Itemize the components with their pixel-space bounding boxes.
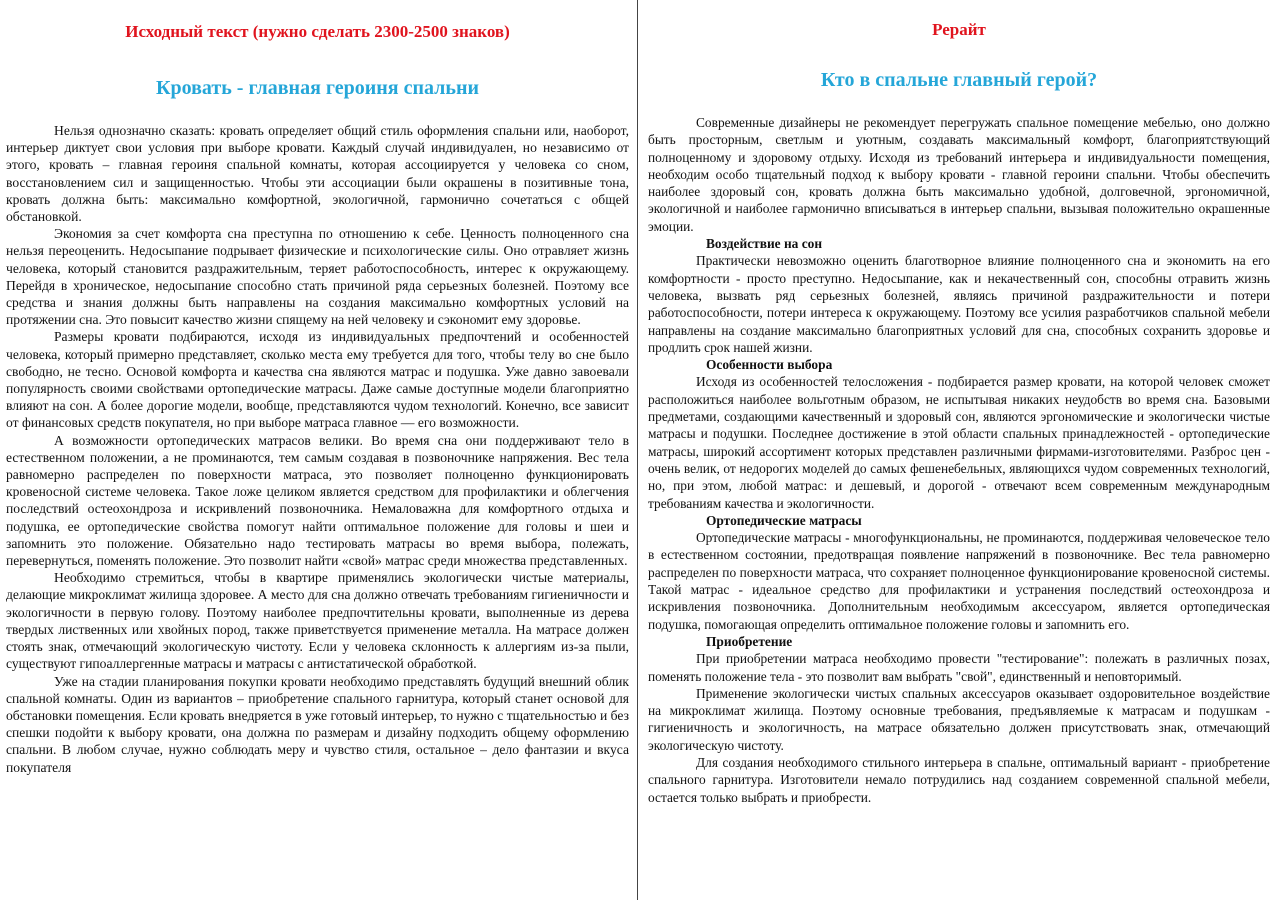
original-paragraph: Размеры кровати подбираются, исходя из индивидуальных предпочтений и особенностей человека, который примерно представляет, сколько места ему требуется для того, чтобы телу во сне было свободно, не тесно. Основой комфорта и качества сна являются матрас и подушка. Уже давно завоевали популярность своими свойствами ортопедические матрасы. Даже самые доступные модели благоприятно влияют на сон. А более дорогие модели, вообще, представляются чудом технологий. Конечно, все зависит от финансовых средств покупателя, но при выборе матраса главное — его возможности. xyxy=(6,329,629,431)
rewrite-paragraph-choice: Исходя из особенностей телосложения - подбирается размер кровати, на которой человек сможет расположиться наиболее вольготным образом, не испытывая никаких неудобств во время сна. Базовыми предметами, создающими качественный и здоровый сон, являются эргономические и экологически чистые матрасы и подушки. Последнее достижение в этой области спальных принадлежностей - ортопедические матрасы, широкий ассортимент которых представлен различными фирмами-изготовителями. Разброс цен - очень велик, от недорогих моделей до самых фешенебельных, являющихся чудом современных технологий, но, при этом, любой матрас: и дешевый, и дорогой - отвечают всем современным международным требованиям качества и экологичности. xyxy=(648,374,1270,511)
original-paragraph: Экономия за счет комфорта сна преступна по отношению к себе. Ценность полноценного сна нельзя переоценить. Недосыпание подрывает физические и психологические силы. Оно отравляет жизнь человека, который становится раздражительным, теряет работоспособность, интерес к окружающему. Перейдя в хроническое, недосыпание способно стать причиной ряда серьезных болезней. Поэтому все средства и знания должны быть направлены на создания максимально комфортных условий на протяжении сна. Это повысит качество жизни спящему на ней человеку и сэкономит ему здоровье. xyxy=(6,226,629,328)
rewrite-subheading-choice: Особенности выбора xyxy=(706,357,833,373)
rewrite-article-title: Кто в спальне главный герой? xyxy=(820,69,1098,91)
original-paragraph: А возможности ортопедических матрасов велики. Во время сна они поддерживают тело в естественном положении, а не проминаются, тем самым создавая в позвоночнике напряжения. Вес тела равномерно распределен по поверхности матраса, это позволяет полноценно функционировать кровеносной системе человека. Такое ложе целиком является средством для профилактики и облегчения последствий остеохондроза и искривлений позвоночника. Немаловажна для комфортного отдыха и подушка, ее ортопедические свойства помогут найти оптимальное положение для головы и шеи и запомнить это положение. Обязательно надо тестировать матрасы во время выбора, полежать, перевернуться, поменять положение. Это позволит найти «свой» матрас среди множества представленных. xyxy=(6,432,629,569)
original-paragraph: Необходимо стремиться, чтобы в квартире применялись экологически чистые материалы, делающие микроклимат жилища здоровее. А место для сна должно отвечать требованиям гигиеничности и экологичности в первую голову. Поэтому наиболее предпочтительны кровати, выполненные из дерева твердых лиственных или хвойных пород, также приветствуется применение металла. На матрасе должен стоять знак, отмечающий экологическую чистоту. Если у человека склонность к аллергиям из-за пыли, существуют гипоаллергенные матрасы и матрасы с антистатической обработкой. xyxy=(6,570,629,672)
original-column-header: Исходный текст (нужно сделать 2300-2500 знаков) xyxy=(125,22,510,41)
rewrite-subheading-purchase: Приобретение xyxy=(706,633,793,649)
rewrite-paragraph-furniture: Для создания необходимого стильного интерьера в спальне, оптимальный вариант - приобретение спального гарнитура. Изготовители немало потрудились над созданием современной спальной мебели, остается только выбрать и приобрести. xyxy=(648,754,1270,805)
rewrite-paragraph-intro: Современные дизайнеры не рекомендует перегружать спальное помещение мебелью, оно должно быть просторным, светлым и уютным, создавать максимальный комфорт, благоприятствующий полноценному и здоровому отдыху. Исходя из требований интерьера и индивидуальности помещения, необходим особо тщательный подход к выбору кровати - главной героини спальни. Чтобы обеспечить наиболее здоровый сон, кровать должна быть максимально удобной, долговечной, эргономичной, экологичной и наиболее гармонично вписываться в интерьер спальни, вызывая положительно окрашенные эмоции. xyxy=(648,115,1270,234)
rewrite-paragraph-ecology: Применение экологически чистых спальных аксессуаров оказывает оздоровительное воздействие на микроклимат жилища. Поэтому основные требования, предъявляемые к матрасам и подушкам - гигиеничность и экологичность, на матрасе обязательно должен присутствовать знак, отмечающий экологическую чистоту. xyxy=(648,685,1270,753)
original-paragraph: Уже на стадии планирования покупки кровати необходимо представлять будущий внешний облик спальной комнаты. Один из вариантов – приобретение спального гарнитура, который станет основой для обстановки помещения. Если кровать внедряется в уже готовый интерьер, то нужно с тщательностью и без спешки подойти к выбору кровати, она должна по размерам и дизайну подходить общему оформлению спальни. В любом случае, нужно соблюдать меру и чувство стиля, остальное – дело фантазии и вкуса покупателя xyxy=(6,673,629,775)
rewrite-paragraph-sleep: Практически невозможно оценить благотворное влияние полноценного сна и экономить на его комфортности - просто преступно. Недосыпание, как и некачественный сон, способны отравить жизнь человека, вызвать ряд серьезных болезней, являясь причиной раздражительности и потери работоспособности, потери интереса к окружающему. Поэтому все усилия разработчиков спальной мебели направлены на создание максимально благоприятных условий для сна, способных сохранить здоровье и продлить срок нашей жизни. xyxy=(648,253,1270,355)
rewrite-column xyxy=(638,0,1273,900)
rewrite-paragraph-mattresses: Ортопедические матрасы - многофункциональны, не проминаются, поддерживая человеческое тело в естественном состоянии, предотвращая появление напряжений в позвоночнике. Вес тела равномерно распределен по поверхности матраса, что сохраняет полноценное функционирование кровеносной системы. Такой матрас - идеальное средство для профилактики и устранения последствий остеохондроза и искривления позвоночника. Дополнительным необходимым аксессуаром, является ортопедическая подушка, помогающая определить оптимальное положение головы и запомнить его. xyxy=(648,530,1270,632)
rewrite-column-header: Рерайт xyxy=(932,20,986,39)
rewrite-paragraph-purchase: При приобретении матраса необходимо провести "тестирование": полежать в различных позах, поменять положение тела - это позволит вам выбрать "свой", единственный и неповторимый. xyxy=(648,651,1270,684)
rewrite-article-body xyxy=(648,114,1270,806)
original-article-title: Кровать - главная героиня спальни xyxy=(155,77,479,99)
rewrite-subheading-sleep: Воздействие на сон xyxy=(706,236,823,252)
original-article-body xyxy=(6,122,629,776)
original-paragraph: Нельзя однозначно сказать: кровать определяет общий стиль оформления спальни или, наоборот, интерьер диктует свои условия при выборе кровати. Каждый случай индивидуален, но независимо от этого, кровать – главная героиня спальной комнаты, которая ассоциируется у человека со сном, восстановлением сил и защищенностью. Чтобы эти ассоциации были окрашены в позитивные тона, кровать должна быть: максимально комфортной, экологичной, гармонично сочетаться с общей обстановкой. xyxy=(6,123,629,225)
rewrite-subheading-mattresses: Ортопедические матрасы xyxy=(706,512,862,528)
